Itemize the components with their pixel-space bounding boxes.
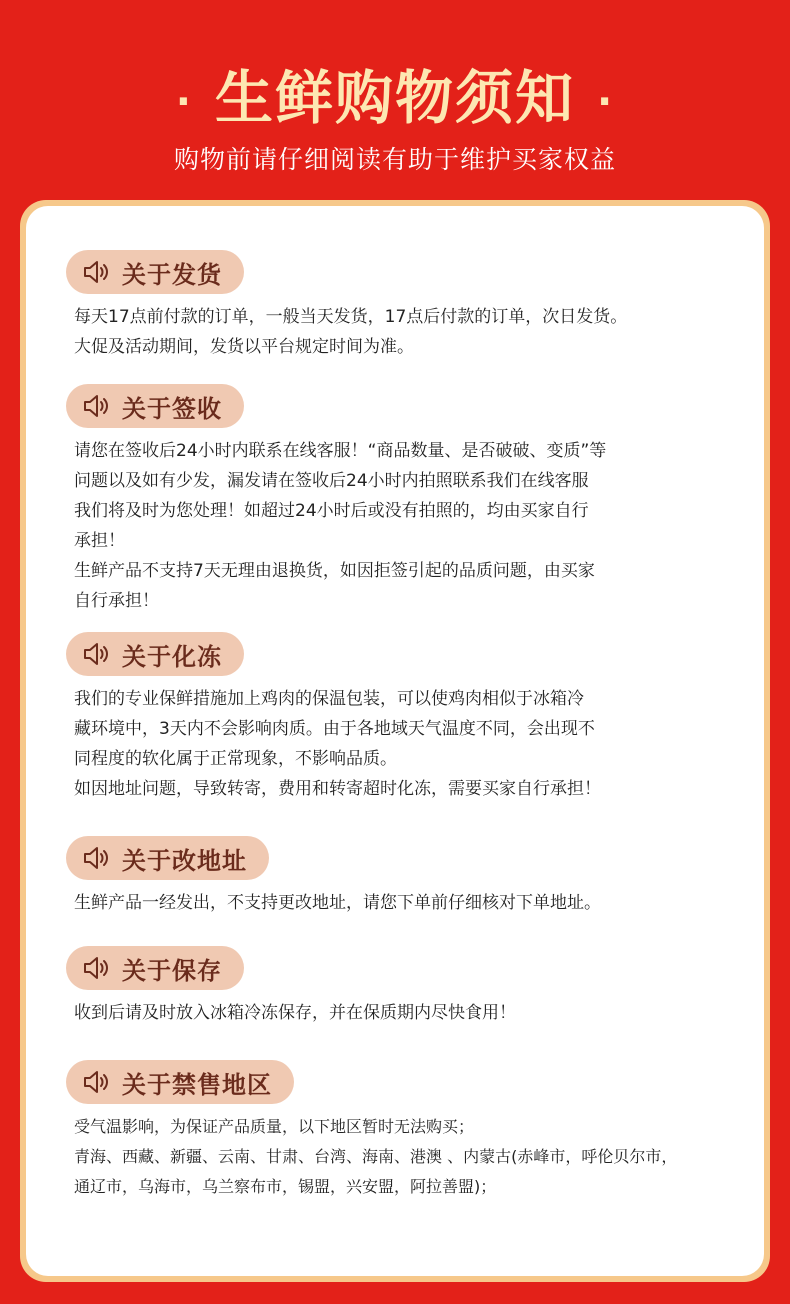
section-receipt xyxy=(66,384,746,616)
section-heading-pill xyxy=(66,250,244,294)
section-body xyxy=(66,436,746,616)
page-header xyxy=(0,0,790,200)
speaker-icon xyxy=(82,1069,112,1095)
title-dot-right: · xyxy=(597,78,615,125)
section-body xyxy=(66,888,746,918)
section-body xyxy=(66,302,746,362)
speaker-icon xyxy=(82,955,112,981)
text-line: 受气温影响，为保证产品质量，以下地区暂时无法购买； xyxy=(74,1117,475,1136)
section-heading: 关于改地址 xyxy=(122,846,247,875)
page-title xyxy=(0,58,790,142)
section-heading: 关于禁售地区 xyxy=(122,1070,272,1099)
text-line: 收到后请及时放入冰箱冷冻保存，并在保质期内尽快食用！ xyxy=(74,1003,516,1023)
text-line: 我们的专业保鲜措施加上鸡肉的保温包装，可以使鸡肉相似于冰箱冷 xyxy=(74,689,584,709)
section-heading-pill xyxy=(66,836,269,880)
speaker-icon xyxy=(82,393,112,419)
section-heading: 关于发货 xyxy=(122,260,222,289)
text-line: 生鲜产品不支持7天无理由退换货，如因拒签引起的品质问题，由买家 xyxy=(74,561,595,581)
title-text: 生鲜购物须知 xyxy=(214,64,575,132)
text-line: 藏环境中，3天内不会影响肉质。由于各地域天气温度不同，会出现不 xyxy=(74,719,595,739)
text-line: 如因地址问题，导致转寄，费用和转寄超时化冻，需要买家自行承担！ xyxy=(74,779,601,799)
section-storage xyxy=(66,946,746,1028)
text-line: 我们将及时为您处理！如超过24小时后或没有拍照的，均由买家自行 xyxy=(74,501,589,521)
section-thawing xyxy=(66,632,746,804)
title-dot-left: · xyxy=(175,78,193,125)
text-line: 自行承担！ xyxy=(74,591,159,611)
section-heading: 关于保存 xyxy=(122,956,222,985)
section-heading-pill xyxy=(66,1060,294,1104)
section-shipping xyxy=(66,250,746,362)
text-line: 通辽市，乌海市，乌兰察布市，锡盟，兴安盟，阿拉善盟)； xyxy=(74,1177,497,1196)
text-line: 大促及活动期间，发货以平台规定时间为准。 xyxy=(74,337,414,357)
section-heading: 关于化冻 xyxy=(122,642,222,671)
page-subtitle: 购物前请仔细阅读有助于维护买家权益 xyxy=(173,145,616,174)
section-heading-pill xyxy=(66,632,244,676)
text-line: 问题以及如有少发，漏发请在签收后24小时内拍照联系我们在线客服 xyxy=(74,471,589,491)
speaker-icon xyxy=(82,259,112,285)
section-body xyxy=(66,1112,746,1202)
section-body xyxy=(66,998,746,1028)
text-line: 青海、西藏、新疆、云南、甘肃、台湾、海南、港澳 、内蒙古(赤峰市，呼伦贝尔市， xyxy=(74,1147,678,1166)
text-line: 请您在签收后24小时内联系在线客服！“商品数量、是否破破、变质”等 xyxy=(74,441,607,461)
speaker-icon xyxy=(82,641,112,667)
text-line: 同程度的软化属于正常现象，不影响品质。 xyxy=(74,749,397,769)
section-address-change xyxy=(66,836,746,918)
section-heading-pill xyxy=(66,384,244,428)
section-heading: 关于签收 xyxy=(122,394,222,423)
text-line: 生鲜产品一经发出，不支持更改地址，请您下单前仔细核对下单地址。 xyxy=(74,893,601,913)
speaker-icon xyxy=(82,845,112,871)
text-line: 每天17点前付款的订单，一般当天发货，17点后付款的订单，次日发货。 xyxy=(74,307,628,327)
section-restricted-regions xyxy=(66,1060,746,1202)
text-line: 承担！ xyxy=(74,531,125,551)
section-body xyxy=(66,684,746,804)
section-heading-pill xyxy=(66,946,244,990)
